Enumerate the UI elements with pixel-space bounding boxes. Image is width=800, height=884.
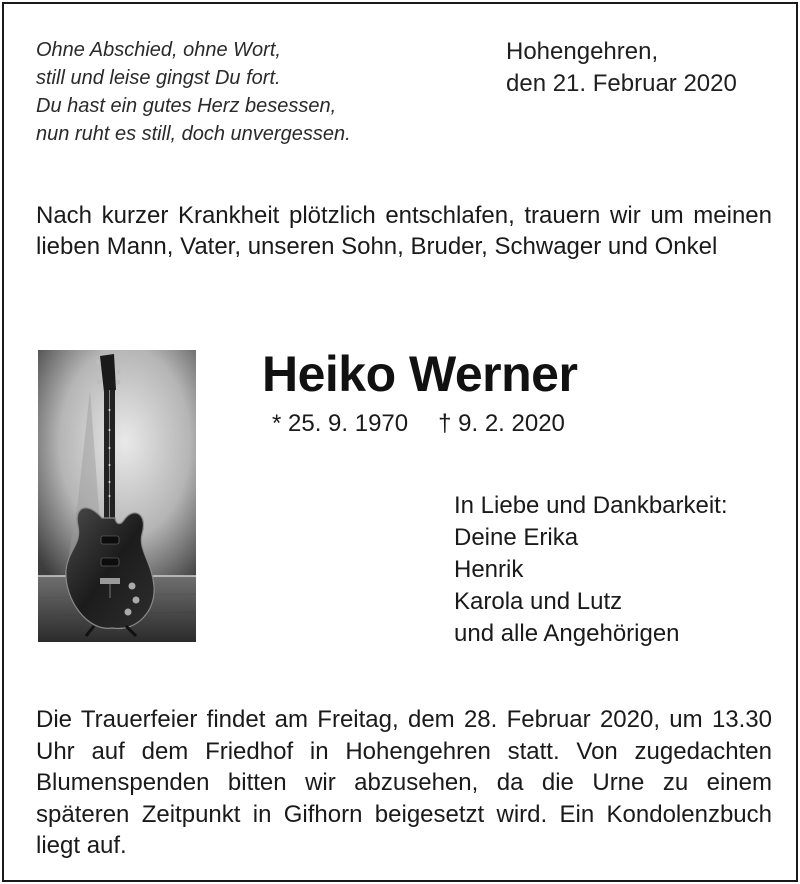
obituary-notice: [2, 2, 798, 882]
mourner: Karola und Lutz: [454, 588, 623, 615]
dateline-date: den 21. Februar 2020: [506, 70, 737, 97]
funeral-service-text: Die Trauerfeier findet am Freitag, dem 28. Februar 2020, um 13.30 Uhr auf dem Friedhof in Hohengehren statt. Von zugedachten Blumenspenden bitten wir abzusehen, da die Urne zu einem späteren Zeitpunkt in Gifhorn beigesetzt wird. Ein Kondolenzbuch liegt auf.: [36, 706, 772, 859]
deceased-name: Heiko Werner: [262, 346, 578, 402]
mourner: Henrik: [454, 556, 524, 583]
poem-line: Ohne Abschied, ohne Wort,: [36, 39, 281, 61]
birth-date: * 25. 9. 1970: [272, 410, 409, 437]
mourner: und alle Angehörigen: [454, 620, 680, 647]
dateline: [506, 36, 737, 100]
mourner: Deine Erika: [454, 524, 579, 551]
announcement-text: Nach kurzer Krankheit plötzlich entschlafen, trauern wir um meinen lieben Mann, Vater, unseren Sohn, Bruder, Schwager und Onkel: [36, 202, 772, 260]
mourners-list: [454, 490, 728, 650]
poem-line: nun ruht es still, doch unvergessen.: [36, 123, 351, 145]
poem-line: Du hast ein gutes Herz besessen,: [36, 95, 337, 117]
life-dates: [272, 408, 565, 440]
death-date: † 9. 2. 2020: [438, 410, 565, 437]
guitar-photo: [38, 350, 196, 642]
mourners-heading: In Liebe und Dankbarkeit:: [454, 492, 728, 519]
memorial-poem: [36, 36, 351, 148]
dateline-place: Hohengehren,: [506, 38, 659, 65]
poem-line: still und leise gingst Du fort.: [36, 67, 281, 89]
